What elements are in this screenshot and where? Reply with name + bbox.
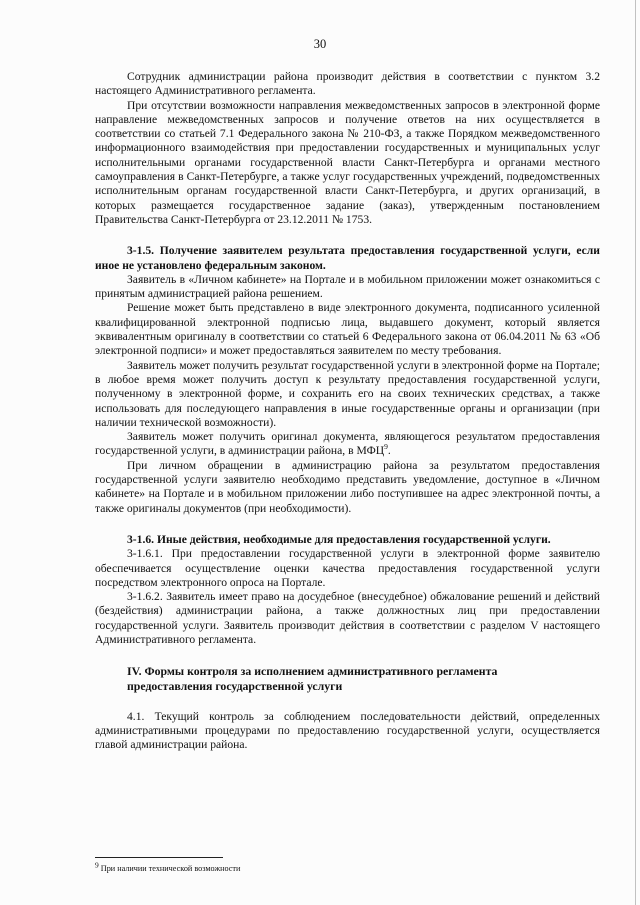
footnote-ref-9: 9	[384, 442, 388, 452]
footnote-divider	[95, 857, 223, 858]
original-document-text: Заявитель может получить оригинал документа, являющегося результатом предоставления государственной услуги, в администрации района, в МФЦ	[95, 430, 600, 458]
paragraph-3-1-6-2: 3-1.6.2. Заявитель имеет право на досудебное (внесудебное) обжалование решений и действий (бездействия) администрации района, а также должностных лиц при предоставлении государственной услуги. Заявитель производит действия в соответствии с разделом V настоящего Административного регламента.	[95, 590, 600, 646]
paragraph-personal-visit: При личном обращении в администрацию района за результатом предоставления государственной услуги заявителю необходимо представить уведомление, доступное в «Личном кабинете» на Портале и в мобильном приложении либо поступившее на адрес электронной почты, а также оригиналы документов (при необходимости).	[95, 458, 600, 515]
page-edge-shadow	[635, 0, 636, 905]
footnote	[95, 860, 600, 874]
page-content	[95, 70, 600, 753]
paragraph-electronic-document: Решение может быть представлено в виде электронного документа, подписанного усиленной квалифицированной электронной подписью лица, выдавшего документ, который является эквивалентным оригиналу в соответствии со статьей 6 Федерального закона от 06.04.2011 № 63 «Об электронной подписи» и может предоставляться заявителем по месту требования.	[95, 301, 600, 358]
paragraph-employee-actions: Сотрудник администрации района производит действия в соответствии с пунктом 3.2 настоящего Административного регламента.	[95, 70, 600, 98]
paragraph-interagency-requests: При отсутствии возможности направления межведомственных запросов в электронной форме направление межведомственных запросов и получение ответов на них осуществляется в соответствии со статьей 7.1 Федерального закона № 210-ФЗ, а также Порядком межведомственного информационного взаимодействия при предоставлении государственных и муниципальных услуг исполнительными органами государственной власти Санкт-Петербурга и органами местного самоуправления в Санкт-Петербурге, а также услуг государственных учреждений, подведомственных исполнительным органам государственной власти Санкт-Петербурга, и других организаций, в которых размещается государственное задание (заказ), утвержденным постановлением Правительства Санкт-Петербурга от 23.12.2011 № 1753.	[95, 98, 600, 226]
footnote-marker: 9	[95, 860, 99, 870]
page-number: 30	[313, 37, 327, 51]
chapter-iv-title-line2: предоставления государственной услуги	[127, 678, 343, 693]
paragraph-4-1: 4.1. Текущий контроль за соблюдением последовательности действий, определенных административными процедурами по предоставлению государственной услуги, осуществляется главой администрации района.	[95, 709, 600, 752]
chapter-iv-title-line1: IV. Формы контроля за исполнением административного регламента	[127, 664, 498, 679]
footnote-text: При наличии технической возможности	[98, 864, 241, 873]
paragraph-original-document: Заявитель может получить оригинал документа, являющегося результатом предоставления государственной услуги, в администрации района, в МФЦ$^9$.	[95, 430, 600, 458]
section-3-1-6-heading: 3-1.6. Иные действия, необходимые для предоставления государственной услуги.	[127, 532, 551, 546]
section-3-1-5-heading: 3-1.5. Получение заявителем результата предоставления государственной услуги, если иное не установлено федеральным законом.	[95, 244, 600, 272]
paragraph-3-1-6-1: 3-1.6.1. При предоставлении государственной услуги в электронной форме заявителю обеспечивается осуществление оценки качества предоставления государственной услуги посредством электронного опроса на Портале.	[95, 547, 600, 589]
paragraph-electronic-result: Заявитель может получить результат государственной услуги в электронной форме на Портале; в любое время может получить доступ к результату предоставления государственной услуги, полученному в электронной форме, и сохранить его на своих технических средствах, а также использовать для последующего направления в иные государственные органы и организации (при наличии технической возможности).	[95, 358, 600, 429]
paragraph-personal-cabinet: Заявитель в «Личном кабинете» на Портале и в мобильном приложении может ознакомиться с принятым администрацией района решением.	[95, 272, 600, 301]
